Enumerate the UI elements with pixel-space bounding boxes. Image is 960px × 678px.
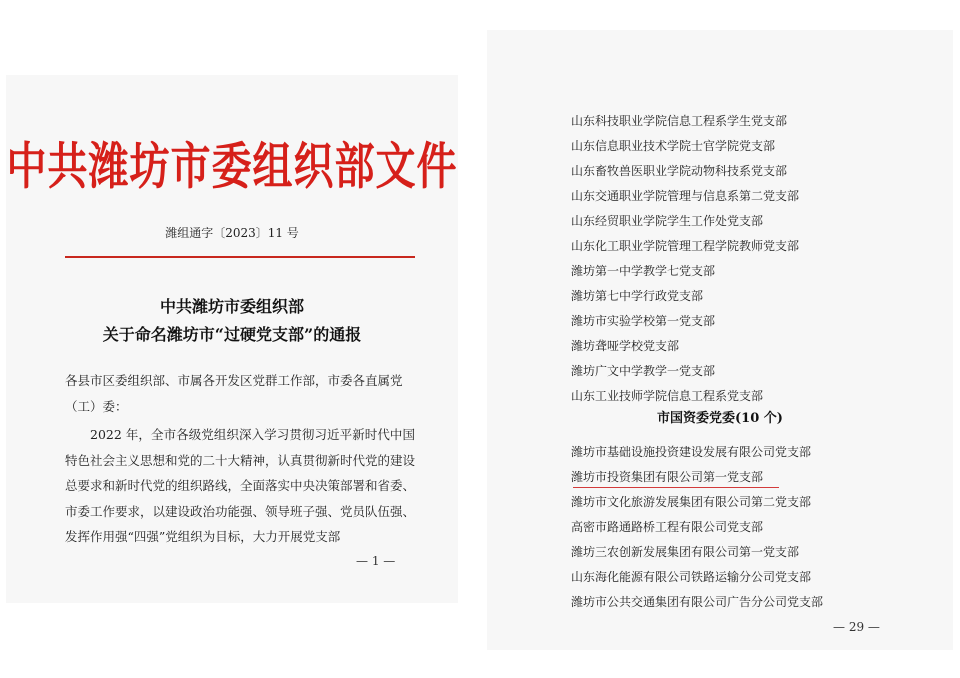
list-item: 潍坊市基础设施投资建设发展有限公司党支部 — [571, 445, 812, 459]
list-item: 潍坊三农创新发展集团有限公司第一党支部 — [571, 545, 800, 559]
list-item: 山东信息职业技术学院士官学院党支部 — [571, 139, 776, 153]
notice-title-subject: 关于命名潍坊市“过硬党支部”的通报 — [102, 325, 362, 344]
list-item: 山东畜牧兽医职业学院动物科技系党支部 — [571, 164, 788, 178]
list-item: 潍坊市实验学校第一党支部 — [571, 314, 716, 328]
list-item: 潍坊市公共交通集团有限公司广告分公司党支部 — [571, 595, 824, 609]
list-item: 潍坊第七中学行政党支部 — [571, 289, 704, 303]
list-item: 山东交通职业学院管理与信息系第二党支部 — [571, 189, 800, 203]
body-paragraph: 2022 年，全市各级党组织深入学习贯彻习近平新时代中国特色社会主义思想和党的二十大精神，认真贯彻新时代党的建设总要求和新时代党的组织路线，全面落实中央决策部署和省委、市委工作要求，以建设政治功能强、领导班子强、党员队伍强、发挥作用强“四强”党组织为目标，大力开展党支部 — [65, 427, 416, 545]
list-item: 潍坊第一中学教学七党支部 — [571, 264, 716, 278]
list-item: 潍坊市文化旅游发展集团有限公司第二党支部 — [571, 495, 812, 509]
red-divider — [65, 256, 415, 258]
list-item: 山东科技职业学院信息工程系学生党支部 — [571, 114, 788, 128]
list-item: 潍坊聋哑学校党支部 — [571, 339, 680, 353]
list-item: 山东工业技师学院信息工程系党支部 — [571, 389, 764, 403]
list-item: 山东海化能源有限公司铁路运输分公司党支部 — [571, 570, 812, 584]
document-number: 潍组通字〔2023〕11 号 — [165, 226, 299, 240]
section-heading: 市国资委党委(10 个) — [657, 411, 783, 426]
notice-title-issuer: 中共潍坊市委组织部 — [159, 297, 304, 316]
addressee-paragraph: 各县市区委组织部、市属各开发区党群工作部，市委各直属党（工）委： — [65, 373, 403, 414]
document-header: 中共潍坊市委组织部文件 — [6, 137, 458, 196]
document-page-29 — [487, 30, 953, 650]
list-item-highlighted: 潍坊市投资集团有限公司第一党支部 — [571, 470, 764, 484]
document-page-1 — [6, 75, 458, 603]
list-item: 山东化工职业学院管理工程学院教师党支部 — [571, 239, 800, 253]
page-number: — 29 — — [833, 620, 880, 634]
list-item: 高密市路通路桥工程有限公司党支部 — [571, 520, 764, 534]
red-underline-mark — [573, 487, 779, 488]
page-number: — 1 — — [356, 554, 396, 568]
list-item: 潍坊广文中学教学一党支部 — [571, 364, 716, 378]
list-item: 山东经贸职业学院学生工作处党支部 — [571, 214, 764, 228]
